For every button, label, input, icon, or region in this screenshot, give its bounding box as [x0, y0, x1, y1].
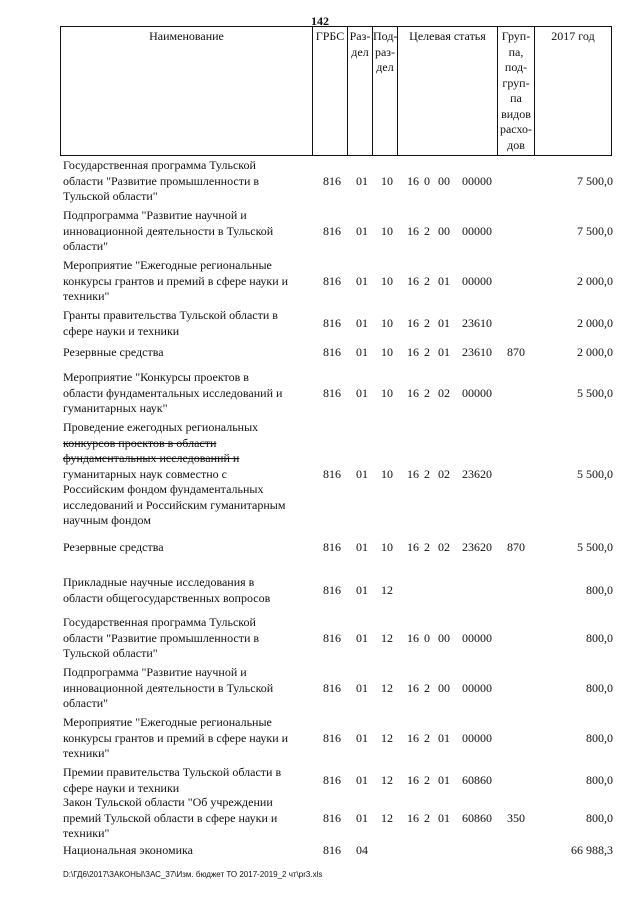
- amount-2017-cell: 66 988,3: [571, 843, 613, 857]
- grbs-cell: 816: [323, 345, 341, 359]
- grbs-cell: 816: [323, 174, 341, 188]
- row-name: [63, 370, 308, 417]
- header-razdel: [348, 27, 373, 155]
- amount-2017-cell: 2 000,0: [577, 274, 613, 288]
- target-event-cell: 02: [438, 467, 450, 481]
- row-name: [63, 258, 308, 305]
- target-program-cell: 16: [407, 773, 419, 787]
- row-name-line: области": [63, 239, 109, 253]
- target-program-cell: 16: [407, 467, 419, 481]
- amount-2017-cell: 5 500,0: [577, 386, 613, 400]
- razdel-cell: 01: [356, 731, 368, 745]
- target-subprogram-cell: 2: [424, 316, 430, 330]
- podrazdel-cell: 12: [381, 681, 393, 695]
- row-name: [63, 345, 308, 361]
- header-razdel-line: Раз-: [349, 29, 371, 43]
- amount-2017-cell: 2 000,0: [577, 316, 613, 330]
- row-name: [63, 308, 308, 339]
- podrazdel-cell: 12: [381, 583, 393, 597]
- row-name-line: техники": [63, 289, 110, 303]
- row-name-line: области": [63, 696, 109, 710]
- header-podrazdel-line: дел: [376, 60, 394, 74]
- razdel-cell: 01: [356, 773, 368, 787]
- razdel-cell: 01: [356, 174, 368, 188]
- target-subprogram-cell: 2: [424, 224, 430, 238]
- razdel-cell: 01: [356, 386, 368, 400]
- grbs-cell: 816: [323, 386, 341, 400]
- file-path-footer: D:\ГД6\2017\ЗАКОНЫ\ЗАС_37\Изм. бюджет ТО 2017-2019_2 чт\pr3.xls: [63, 870, 323, 879]
- target-event-cell: 00: [438, 174, 450, 188]
- podrazdel-cell: 10: [381, 224, 393, 238]
- razdel-cell: 01: [356, 583, 368, 597]
- row-name-line: Государственная программа Тульской: [63, 158, 256, 172]
- header-group: [498, 27, 535, 155]
- row-name-line: Подпрограмма "Развитие научной и: [63, 665, 247, 679]
- amount-2017-cell: 800,0: [586, 773, 613, 787]
- row-name: [63, 765, 308, 796]
- podrazdel-cell: 12: [381, 773, 393, 787]
- target-program-cell: 16: [407, 174, 419, 188]
- row-name-line: Закон Тульской области "Об учреждении: [63, 795, 273, 809]
- target-event-cell: 01: [438, 316, 450, 330]
- target-direction-cell: 00000: [462, 681, 492, 695]
- target-direction-cell: 23620: [462, 467, 492, 481]
- target-direction-cell: 23610: [462, 345, 492, 359]
- target-direction-cell: 00000: [462, 224, 492, 238]
- target-event-cell: 01: [438, 345, 450, 359]
- row-name-line: техники": [63, 746, 110, 760]
- header-grbs: ГРБС: [313, 27, 348, 155]
- row-name-line: области "Развитие промышленности в: [63, 630, 260, 645]
- target-subprogram-cell: 2: [424, 681, 430, 695]
- amount-2017-cell: 800,0: [586, 583, 613, 597]
- row-name-line: премий Тульской области в сфере науки и: [63, 810, 278, 825]
- row-name-line: исследований и Российским гуманитарным: [63, 497, 286, 512]
- row-name-line: Мероприятие "Конкурсы проектов в: [63, 370, 249, 384]
- podrazdel-cell: 10: [381, 386, 393, 400]
- expense-group-cell: 870: [507, 345, 525, 359]
- header-podrazdel: [373, 27, 398, 155]
- podrazdel-cell: 10: [381, 345, 393, 359]
- target-subprogram-cell: 2: [424, 345, 430, 359]
- row-name-line: Резервные средства: [63, 345, 164, 359]
- target-event-cell: 01: [438, 274, 450, 288]
- target-direction-cell: 00000: [462, 274, 492, 288]
- row-name: [63, 795, 308, 842]
- razdel-cell: 01: [356, 540, 368, 554]
- podrazdel-cell: 10: [381, 540, 393, 554]
- row-name-line: конкурсов проектов в области: [63, 435, 217, 450]
- grbs-cell: 816: [323, 681, 341, 695]
- target-direction-cell: 60860: [462, 811, 492, 825]
- target-program-cell: 16: [407, 274, 419, 288]
- row-name: [63, 420, 308, 529]
- target-event-cell: 01: [438, 731, 450, 745]
- target-event-cell: 01: [438, 773, 450, 787]
- header-name: Наименование: [61, 27, 313, 155]
- target-subprogram-cell: 2: [424, 540, 430, 554]
- podrazdel-cell: 10: [381, 316, 393, 330]
- grbs-cell: 816: [323, 731, 341, 745]
- header-group-line: па,: [508, 44, 524, 59]
- target-direction-cell: 00000: [462, 174, 492, 188]
- grbs-cell: 816: [323, 811, 341, 825]
- expense-group-cell: 870: [507, 540, 525, 554]
- podrazdel-cell: 12: [381, 811, 393, 825]
- row-name-line: Тульской области": [63, 646, 158, 660]
- row-name-line: Премии правительства Тульской области в: [63, 765, 282, 779]
- razdel-cell: 01: [356, 316, 368, 330]
- razdel-cell: 01: [356, 631, 368, 645]
- header-group-line: груп-: [502, 75, 530, 90]
- row-name-line: инновационной деятельности в Тульской: [63, 680, 274, 695]
- podrazdel-cell: 10: [381, 174, 393, 188]
- grbs-cell: 816: [323, 540, 341, 554]
- amount-2017-cell: 800,0: [586, 811, 613, 825]
- target-event-cell: 00: [438, 224, 450, 238]
- amount-2017-cell: 800,0: [586, 731, 613, 745]
- row-name: [63, 158, 308, 205]
- grbs-cell: 816: [323, 773, 341, 787]
- row-name-line: Государственная программа Тульской: [63, 615, 256, 629]
- amount-2017-cell: 7 500,0: [577, 224, 613, 238]
- amount-2017-cell: 7 500,0: [577, 174, 613, 188]
- razdel-cell: 01: [356, 274, 368, 288]
- header-podrazdel-line: Под-: [373, 29, 398, 43]
- grbs-cell: 816: [323, 467, 341, 481]
- row-name: [63, 575, 308, 606]
- grbs-cell: 816: [323, 843, 341, 857]
- row-name-line: области фундаментальных исследований и: [63, 385, 283, 400]
- podrazdel-cell: 12: [381, 731, 393, 745]
- row-name-line: гуманитарных наук совместно с: [63, 466, 227, 481]
- grbs-cell: 816: [323, 316, 341, 330]
- header-podrazdel-line: раз-: [374, 44, 396, 59]
- target-subprogram-cell: 2: [424, 811, 430, 825]
- grbs-cell: 816: [323, 224, 341, 238]
- razdel-cell: 01: [356, 224, 368, 238]
- row-name: [63, 843, 308, 859]
- amount-2017-cell: 800,0: [586, 631, 613, 645]
- row-name-line: техники": [63, 826, 110, 840]
- amount-2017-cell: 5 500,0: [577, 540, 613, 554]
- target-event-cell: 00: [438, 631, 450, 645]
- header-group-line: Груп-: [501, 29, 531, 43]
- row-name-line: гуманитарных наук": [63, 401, 168, 415]
- podrazdel-cell: 10: [381, 467, 393, 481]
- header-razdel-line: дел: [351, 44, 369, 59]
- row-name-line: Проведение ежегодных региональных: [63, 420, 259, 434]
- page-number: 142: [311, 14, 329, 28]
- target-program-cell: 16: [407, 631, 419, 645]
- row-name-line: Резервные средства: [63, 540, 164, 554]
- row-name-line: области общегосударственных вопросов: [63, 590, 271, 605]
- header-target: Целевая статья: [398, 27, 498, 155]
- row-name-line: научным фондом: [63, 513, 151, 527]
- target-program-cell: 16: [407, 811, 419, 825]
- razdel-cell: 01: [356, 681, 368, 695]
- target-direction-cell: 00000: [462, 631, 492, 645]
- row-name-line: конкурсы грантов и премий в сфере науки и: [63, 273, 289, 288]
- row-name-line: фундаментальных исследований и: [63, 451, 240, 465]
- target-direction-cell: 23610: [462, 316, 492, 330]
- row-name-line: области "Развитие промышленности в: [63, 173, 260, 188]
- row-name: [63, 615, 308, 662]
- podrazdel-cell: 10: [381, 274, 393, 288]
- table-header: [60, 26, 612, 156]
- podrazdel-cell: 12: [381, 631, 393, 645]
- target-program-cell: 16: [407, 224, 419, 238]
- target-event-cell: 02: [438, 386, 450, 400]
- expense-group-cell: 350: [507, 811, 525, 825]
- target-program-cell: 16: [407, 316, 419, 330]
- header-group-line: расхо-: [499, 122, 533, 136]
- target-subprogram-cell: 0: [424, 631, 430, 645]
- target-subprogram-cell: 2: [424, 773, 430, 787]
- target-direction-cell: 23620: [462, 540, 492, 554]
- target-direction-cell: 60860: [462, 773, 492, 787]
- row-name-line: сфере науки и техники: [63, 780, 180, 795]
- razdel-cell: 04: [356, 843, 368, 857]
- header-group-line: под-: [504, 60, 528, 74]
- header-group-line: видов: [501, 106, 531, 121]
- row-name-line: Гранты правительства Тульской области в: [63, 308, 278, 322]
- target-program-cell: 16: [407, 681, 419, 695]
- header-year: 2017 год: [551, 29, 595, 43]
- row-name-line: Российским фондом фундаментальных: [63, 482, 264, 496]
- target-program-cell: 16: [407, 731, 419, 745]
- row-name: [63, 715, 308, 762]
- grbs-cell: 816: [323, 583, 341, 597]
- razdel-cell: 01: [356, 467, 368, 481]
- target-subprogram-cell: 2: [424, 386, 430, 400]
- razdel-cell: 01: [356, 811, 368, 825]
- row-name: [63, 540, 308, 556]
- target-program-cell: 16: [407, 386, 419, 400]
- amount-2017-cell: 5 500,0: [577, 467, 613, 481]
- target-event-cell: 00: [438, 681, 450, 695]
- target-subprogram-cell: 2: [424, 731, 430, 745]
- target-subprogram-cell: 0: [424, 174, 430, 188]
- razdel-cell: 01: [356, 345, 368, 359]
- header-group-line: па: [510, 91, 522, 105]
- target-direction-cell: 00000: [462, 731, 492, 745]
- row-name-line: сфере науки и техники: [63, 323, 180, 338]
- row-name-line: инновационной деятельности в Тульской: [63, 223, 274, 238]
- header-group-line: дов: [507, 137, 525, 152]
- row-name-line: Мероприятие "Ежегодные региональные: [63, 715, 272, 729]
- amount-2017-cell: 2 000,0: [577, 345, 613, 359]
- row-name-line: конкурсы грантов и премий в сфере науки и: [63, 730, 289, 745]
- row-name-line: Прикладные научные исследования в: [63, 575, 255, 589]
- target-subprogram-cell: 2: [424, 274, 430, 288]
- target-subprogram-cell: 2: [424, 467, 430, 481]
- row-name-line: Подпрограмма "Развитие научной и: [63, 208, 247, 222]
- grbs-cell: 816: [323, 631, 341, 645]
- target-event-cell: 02: [438, 540, 450, 554]
- amount-2017-cell: 800,0: [586, 681, 613, 695]
- row-name-line: Мероприятие "Ежегодные региональные: [63, 258, 272, 272]
- row-name: [63, 665, 308, 712]
- grbs-cell: 816: [323, 274, 341, 288]
- target-direction-cell: 00000: [462, 386, 492, 400]
- row-name-line: Тульской области": [63, 189, 158, 203]
- target-program-cell: 16: [407, 345, 419, 359]
- row-name-line: Национальная экономика: [63, 843, 193, 857]
- target-program-cell: 16: [407, 540, 419, 554]
- row-name: [63, 208, 308, 255]
- target-event-cell: 01: [438, 811, 450, 825]
